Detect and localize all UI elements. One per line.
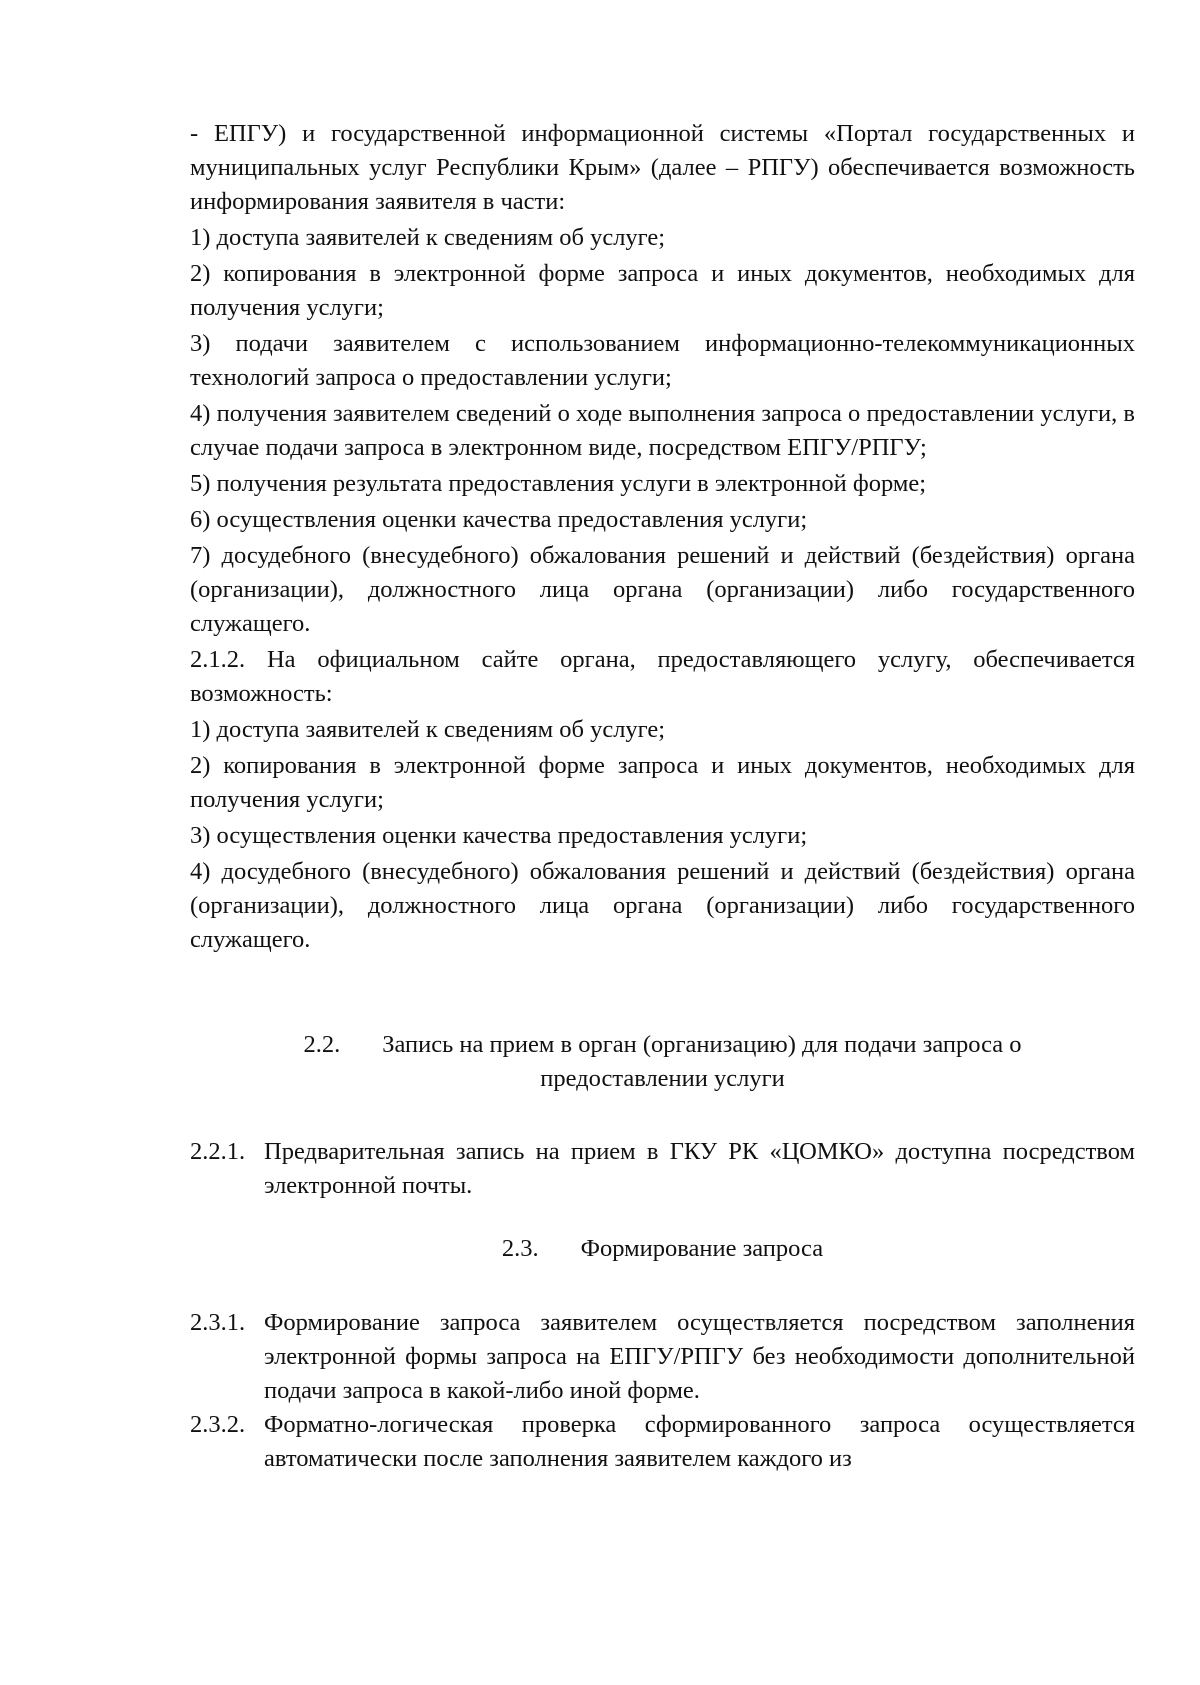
list-item-2-3: 3) осуществления оценки качества предоставления услуги; <box>190 822 808 849</box>
item-number: 2.3.1. <box>190 1309 246 1336</box>
section-heading-2-2 <box>190 1028 1135 1096</box>
paragraph-epgu-intro: - ЕПГУ) и государственной информационной системы «Портал государственных и муниципальных услуг Республики Крым» (далее – РПГУ) обеспечивается возможность информирования заявителя в части: <box>190 120 1135 215</box>
section-number: 2.3. <box>501 1235 539 1262</box>
item-2-3-2 <box>190 1408 1135 1476</box>
section-title: Формирование запроса <box>580 1235 824 1262</box>
list-item-4: 4) получения заявителем сведений о ходе выполнения запроса о предоставлении услуги, в случае подачи запроса в электронном виде, посредством ЕПГУ/РПГУ; <box>190 400 1135 461</box>
item-text: Формирование запроса заявителем осуществляется посредством заполнения электронной формы запроса на ЕПГУ/РПГУ без необходимости дополнительной подачи запроса в какой-либо иной форме. <box>264 1309 1135 1404</box>
list-item-1: 1) доступа заявителей к сведениям об услуге; <box>190 224 666 251</box>
section-title-line1: Запись на прием в орган (организацию) для подачи запроса о <box>382 1031 1022 1058</box>
item-number: 2.3.2. <box>190 1411 246 1438</box>
item-2-2-1 <box>190 1135 1135 1203</box>
list-item-6: 6) осуществления оценки качества предоставления услуги; <box>190 506 808 533</box>
item-2-3-1 <box>190 1306 1135 1408</box>
list-item-2-4: 4) досудебного (внесудебного) обжалования решений и действий (бездействия) органа (организации), должностного лица органа (организации) либо государственного служащего. <box>190 858 1135 953</box>
section-heading-2-3 <box>190 1232 1135 1266</box>
item-number: 2.2.1. <box>190 1138 246 1165</box>
section-title-line2: предоставлении услуги <box>540 1065 785 1092</box>
list-item-2-2: 2) копирования в электронной форме запроса и иных документов, необходимых для получения услуги; <box>190 752 1135 813</box>
paragraph-2-1-2: 2.1.2. На официальном сайте органа, предоставляющего услугу, обеспечивается возможность: <box>190 646 1135 707</box>
list-item-2-1: 1) доступа заявителей к сведениям об услуге; <box>190 716 666 743</box>
item-text: Форматно-логическая проверка сформированного запроса осуществляется автоматически после заполнения заявителем каждого из <box>264 1411 1135 1472</box>
list-item-2: 2) копирования в электронной форме запроса и иных документов, необходимых для получения услуги; <box>190 260 1135 321</box>
list-item-5: 5) получения результата предоставления услуги в электронной форме; <box>190 470 927 497</box>
list-item-7: 7) досудебного (внесудебного) обжалования решений и действий (бездействия) органа (организации), должностного лица органа (организации) либо государственного служащего. <box>190 542 1135 637</box>
item-text: Предварительная запись на прием в ГКУ РК «ЦОМКО» доступна посредством электронной почты. <box>264 1138 1135 1199</box>
section-number: 2.2. <box>303 1031 341 1058</box>
paragraph-block-top <box>190 117 1135 959</box>
list-item-3: 3) подачи заявителем с использованием информационно-телекоммуникационных технологий запроса о предоставлении услуги; <box>190 330 1135 391</box>
